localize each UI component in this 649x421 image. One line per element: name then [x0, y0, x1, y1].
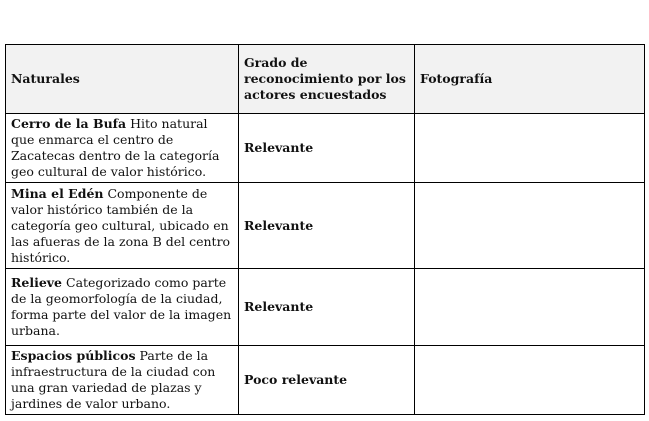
photo-cell [415, 269, 645, 346]
recognition-grade: Relevante [239, 183, 415, 269]
header-fotografia: Fotografía [415, 45, 645, 114]
natural-element-cell [6, 269, 239, 346]
element-description: Categorizado como parte de la geomorfología de la ciudad, forma parte del valor de la imagen urbana. [11, 275, 232, 338]
natural-element-cell [6, 183, 239, 269]
photo-cell [415, 114, 645, 183]
photo-cell [415, 183, 645, 269]
element-description: Hito natural que enmarca el centro de Zacatecas dentro de la categoría geo cultural de valor histórico. [11, 116, 220, 179]
naturales-table [5, 44, 645, 415]
header-grado-reconocimiento: Grado de reconocimiento por los actores encuestados [239, 45, 415, 114]
natural-element-cell [6, 346, 239, 415]
recognition-grade: Poco relevante [239, 346, 415, 415]
element-description: Parte de la infraestructura de la ciudad con una gran variedad de plazas y jardines de valor urbano. [11, 348, 216, 411]
header-naturales: Naturales [6, 45, 239, 114]
table-row [6, 269, 645, 346]
element-name: Espacios públicos [11, 348, 136, 363]
photo-cell [415, 346, 645, 415]
table-header-row [6, 45, 645, 114]
recognition-grade: Relevante [239, 269, 415, 346]
natural-element-cell [6, 114, 239, 183]
element-name: Relieve [11, 275, 63, 290]
element-description: Componente de valor histórico también de la categoría geo cultural, ubicado en las afueras de la zona B del centro histórico. [11, 185, 231, 265]
table-row [6, 346, 645, 415]
recognition-grade: Relevante [239, 114, 415, 183]
table-row [6, 114, 645, 183]
element-name: Cerro de la Bufa [11, 116, 127, 131]
table-row [6, 183, 645, 269]
element-name: Mina el Edén [11, 185, 104, 201]
